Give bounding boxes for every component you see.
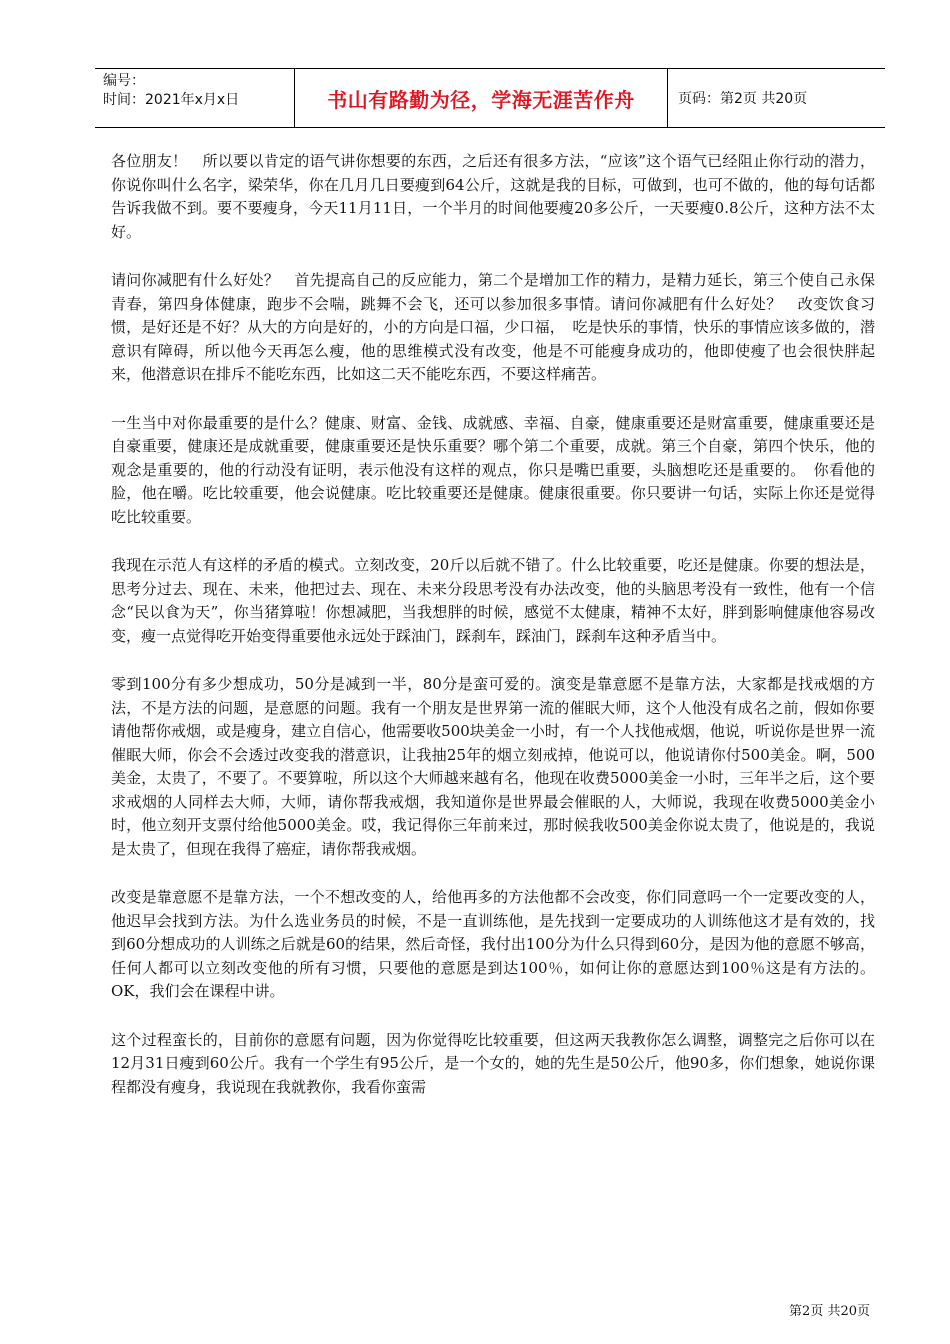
header-page-number: 页码：第2页 共20页 bbox=[678, 91, 808, 107]
page-header bbox=[95, 68, 885, 128]
document-number: 编号： bbox=[103, 73, 145, 89]
motto: 书山有路勤为径，学海无涯苦作舟 bbox=[327, 87, 635, 112]
header-meta bbox=[95, 69, 295, 127]
header-motto-cell bbox=[295, 69, 668, 127]
header-page-cell bbox=[668, 69, 885, 127]
paragraph: 一生当中对你最重要的是什么？健康、财富、金钱、成就感、幸福、自豪，健康重要还是财富重要，健康重要还是自豪重要，健康还是成就重要，健康重要还是快乐重要？哪个第二个重要，成就。第三个自豪，第四个快乐，他的观念是重要的，他的行动没有证明，表示他没有这样的观点，你只是嘴巴重要，头脑想吃还是重要的。 你看他的脸，他在嚼。吃比较重要，他会说健康。吃比较重要还是健康。健康很重要。你只要讲一句话，实际上你还是觉得吃比较重要。 bbox=[111, 413, 875, 526]
footer-page-number: 第2页 共20页 bbox=[789, 1304, 870, 1319]
document-body bbox=[111, 150, 875, 1124]
paragraph: 改变是靠意愿不是靠方法，一个不想改变的人，给他再多的方法他都不会改变，你们同意吗一个一定要改变的人，他迟早会找到方法。为什么选业务员的时候，不是一直训练他，是先找到一定要成功的人训练他这才是有效的，找到60分想成功的人训练之后就是60的结果，然后奇怪，我付出100分为什么只得到60分，是因为他的意愿不够高，任何人都可以立刻改变他的所有习惯，只要他的意愿是到达100％，如何让你的意愿达到100％这是有方法的。OK，我们会在课程中讲。 bbox=[111, 888, 875, 1000]
paragraph: 我现在示范人有这样的矛盾的模式。立刻改变，20斤以后就不错了。什么比较重要，吃还是健康。你要的想法是，思考分过去、现在、未来，他把过去、现在、未来分段思考没有办法改变，他的头脑思考没有一致性，他有一个信念“民以食为天”，你当猪算啦！你想减肥，当我想胖的时候，感觉不太健康，精神不太好，胖到影响健康他容易改变，瘦一点觉得吃开始变得重要他永远处于踩油门，踩刹车，踩油门，踩刹车这种矛盾当中。 bbox=[111, 556, 875, 645]
paragraph: 请问你减肥有什么好处？ 首先提高自己的反应能力，第二个是增加工作的精力，是精力延长，第三个使自己永保青春，第四身体健康，跑步不会喘，跳舞不会飞，还可以参加很多事情。请问你减肥有什么好处？ 改变饮食习惯，是好还是不好？从大的方向是好的，小的方向是口福，少口福， 吃是快乐的事情，快乐的事情应该多做的，潜意识有障碍，所以他今天再怎么瘦，他的思维模式没有改变，他是不可能瘦身成功的，他即使瘦了也会很快胖起来，他潜意识在排斥不能吃东西，比如这二天不能吃东西，不要这样痛苦。 bbox=[111, 271, 875, 383]
paragraph: 这个过程蛮长的，目前你的意愿有问题，因为你觉得吃比较重要，但这两天我教你怎么调整，调整完之后你可以在12月31日瘦到60公斤。我有一个学生有95公斤，是一个女的，她的先生是50公斤，他90多，你们想象，她说你课程都没有瘦身，我说现在我就教你，我看你蛮需 bbox=[111, 1030, 875, 1096]
page-footer bbox=[789, 1300, 870, 1319]
paragraph: 零到100分有多少想成功，50分是减到一半，80分是蛮可爱的。演变是靠意愿不是靠方法，大家都是找戒烟的方法，不是方法的问题，是意愿的问题。我有一个朋友是世界第一流的催眠大师，这个人他没有成名之前，假如你要请他帮你戒烟，或是瘦身，建立自信心，他需要收500块美金一小时，有一个人找他戒烟，他说，听说你是世界一流催眠大师，你会不会透过改变我的潜意识，让我抽25年的烟立刻戒掉，他说可以，他说请你付500美金。啊，500美金，太贵了，不要了。不要算啦，所以这个大师越来越有名，他现在收费5000美金一小时，三年半之后，这个要求戒烟的人同样去大师，大师，请你帮我戒烟，我知道你是世界最会催眠的人，大师说，我现在收费5000美金小时，他立刻开支票付给他5000美金。哎，我记得你三年前来过，那时候我收500美金你说太贵了，他说是的，我说是太贵了，但现在我得了癌症，请你帮我戒烟。 bbox=[111, 675, 875, 858]
document-time: 时间：2021年x月x日 bbox=[103, 92, 240, 108]
paragraph: 各位朋友！ 所以要以肯定的语气讲你想要的东西，之后还有很多方法，“应该”这个语气已经阻止你行动的潜力，你说你叫什么名字，梁荣华，你在几月几日要瘦到64公斤，这就是我的目标，可做到，也可不做的，他的每句话都告诉我做不到。要不要瘦身，今天11月11日，一个半月的时间他要瘦20多公斤，一天要瘦0.8公斤，这种方法不太好。 bbox=[111, 152, 875, 241]
